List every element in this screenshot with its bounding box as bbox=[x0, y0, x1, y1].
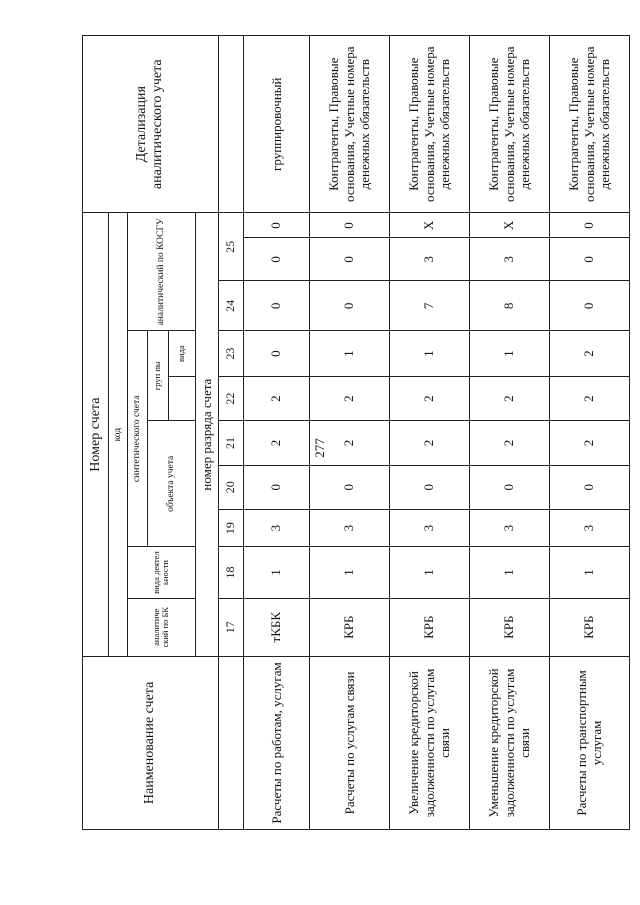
digit-label: 23 bbox=[218, 331, 243, 377]
code-cell: 2 bbox=[470, 421, 550, 465]
code-cell: Х bbox=[390, 213, 470, 238]
code-cell: 1 bbox=[390, 547, 470, 598]
digit-label: 21 bbox=[218, 421, 243, 465]
code-cell: 1 bbox=[470, 331, 550, 377]
code-cell: 7 bbox=[390, 281, 470, 331]
digit-label-row bbox=[218, 36, 243, 830]
code-cell: 0 bbox=[243, 331, 309, 377]
code-cell: КРБ bbox=[310, 598, 390, 656]
code-cell: 0 bbox=[310, 281, 390, 331]
table-row bbox=[470, 36, 550, 830]
table-row bbox=[390, 36, 470, 830]
code-cell: 3 bbox=[470, 509, 550, 546]
code-cell: 2 bbox=[390, 376, 470, 420]
code-cell: 1 bbox=[310, 547, 390, 598]
code-cell: 0 bbox=[243, 213, 309, 238]
detail-cell: Контрагенты, Правовые основания, Учетные номера денежных обязательств bbox=[390, 36, 470, 213]
code-cell: 0 bbox=[470, 465, 550, 509]
digit-label: 17 bbox=[218, 598, 243, 656]
code-cell: КРБ bbox=[470, 598, 550, 656]
code-cell: 0 bbox=[549, 281, 629, 331]
code-cell: 2 bbox=[549, 331, 629, 377]
digit-label-blank bbox=[218, 36, 243, 213]
code-cell: 3 bbox=[243, 509, 309, 546]
account-name-cell: Увеличение кредиторской задолженности по услугам связи bbox=[390, 656, 470, 829]
code-cell: 2 bbox=[243, 376, 309, 420]
header-group-blank bbox=[168, 376, 195, 420]
code-cell: 1 bbox=[243, 547, 309, 598]
header-synthetic: синтетического счета bbox=[127, 331, 148, 547]
header-digit-number: номер разряда счета bbox=[196, 213, 219, 656]
header-account-name: Наименование счета bbox=[83, 656, 219, 829]
code-cell: 2 bbox=[243, 421, 309, 465]
account-name-cell: Уменьшение кредиторской задолженности по услугам связи bbox=[470, 656, 550, 829]
code-cell: 2 bbox=[470, 376, 550, 420]
header-kind: вида bbox=[168, 331, 195, 377]
code-cell: 0 bbox=[310, 213, 390, 238]
accounts-table bbox=[82, 35, 630, 830]
code-cell: КРБ bbox=[390, 598, 470, 656]
digit-label: 25 bbox=[218, 213, 243, 281]
account-name-cell: Расчеты по транспортным услугам bbox=[549, 656, 629, 829]
header-account-object: объекта учета bbox=[148, 421, 196, 547]
code-cell: КРБ bbox=[549, 598, 629, 656]
detail-cell: группировочный bbox=[243, 36, 309, 213]
code-cell: 0 bbox=[549, 238, 629, 281]
header-analytic-bk: аналитиче ский по БК bbox=[127, 598, 196, 656]
detail-cell: Контрагенты, Правовые основания, Учетные номера денежных обязательств bbox=[470, 36, 550, 213]
code-cell: Х bbox=[470, 213, 550, 238]
code-cell: 8 bbox=[470, 281, 550, 331]
code-cell: 1 bbox=[390, 331, 470, 377]
account-name-cell: Расчеты по услугам связи bbox=[310, 656, 390, 829]
code-cell: 3 bbox=[390, 238, 470, 281]
code-cell: 2 bbox=[310, 376, 390, 420]
code-cell: 0 bbox=[390, 465, 470, 509]
table-row bbox=[310, 36, 390, 830]
code-cell: 0 bbox=[549, 465, 629, 509]
code-cell: 2 bbox=[390, 421, 470, 465]
table-row bbox=[549, 36, 629, 830]
page-number: 277 bbox=[312, 438, 327, 458]
code-cell: 3 bbox=[470, 238, 550, 281]
digit-label: 18 bbox=[218, 547, 243, 598]
code-cell: 0 bbox=[310, 238, 390, 281]
code-cell: 0 bbox=[310, 465, 390, 509]
digit-label: 20 bbox=[218, 465, 243, 509]
detail-cell: Контрагенты, Правовые основания, Учетные номера денежных обязательств bbox=[310, 36, 390, 213]
digit-label: 22 bbox=[218, 376, 243, 420]
code-cell: 0 bbox=[243, 465, 309, 509]
code-cell: 1 bbox=[310, 331, 390, 377]
code-cell: тКБК bbox=[243, 598, 309, 656]
code-cell: 2 bbox=[549, 421, 629, 465]
digit-label: 24 bbox=[218, 281, 243, 331]
code-cell: 2 bbox=[310, 421, 390, 465]
code-cell: 1 bbox=[549, 547, 629, 598]
code-cell: 2 bbox=[549, 376, 629, 420]
header-group: груп пы bbox=[148, 331, 169, 421]
digit-label-blank bbox=[218, 656, 243, 829]
code-cell: 0 bbox=[549, 213, 629, 238]
code-cell: 0 bbox=[243, 281, 309, 331]
rotated-table-wrapper bbox=[82, 35, 630, 830]
table-row bbox=[243, 36, 309, 830]
digit-label: 19 bbox=[218, 509, 243, 546]
account-name-cell: Расчеты по работам, услугам bbox=[243, 656, 309, 829]
code-cell: 0 bbox=[243, 238, 309, 281]
code-cell: 3 bbox=[549, 509, 629, 546]
header-detail: Детализация аналитического учета bbox=[83, 36, 219, 213]
header-analytic-kosgu: аналитический по КОСГУ bbox=[127, 213, 196, 331]
header-activity-type: вида деятел ьности bbox=[127, 547, 196, 598]
header-code: код bbox=[109, 213, 127, 656]
header-account-number: Номер счета bbox=[83, 213, 109, 656]
detail-cell: Контрагенты, Правовые основания, Учетные номера денежных обязательств bbox=[549, 36, 629, 213]
code-cell: 1 bbox=[470, 547, 550, 598]
code-cell: 3 bbox=[310, 509, 390, 546]
code-cell: 3 bbox=[390, 509, 470, 546]
